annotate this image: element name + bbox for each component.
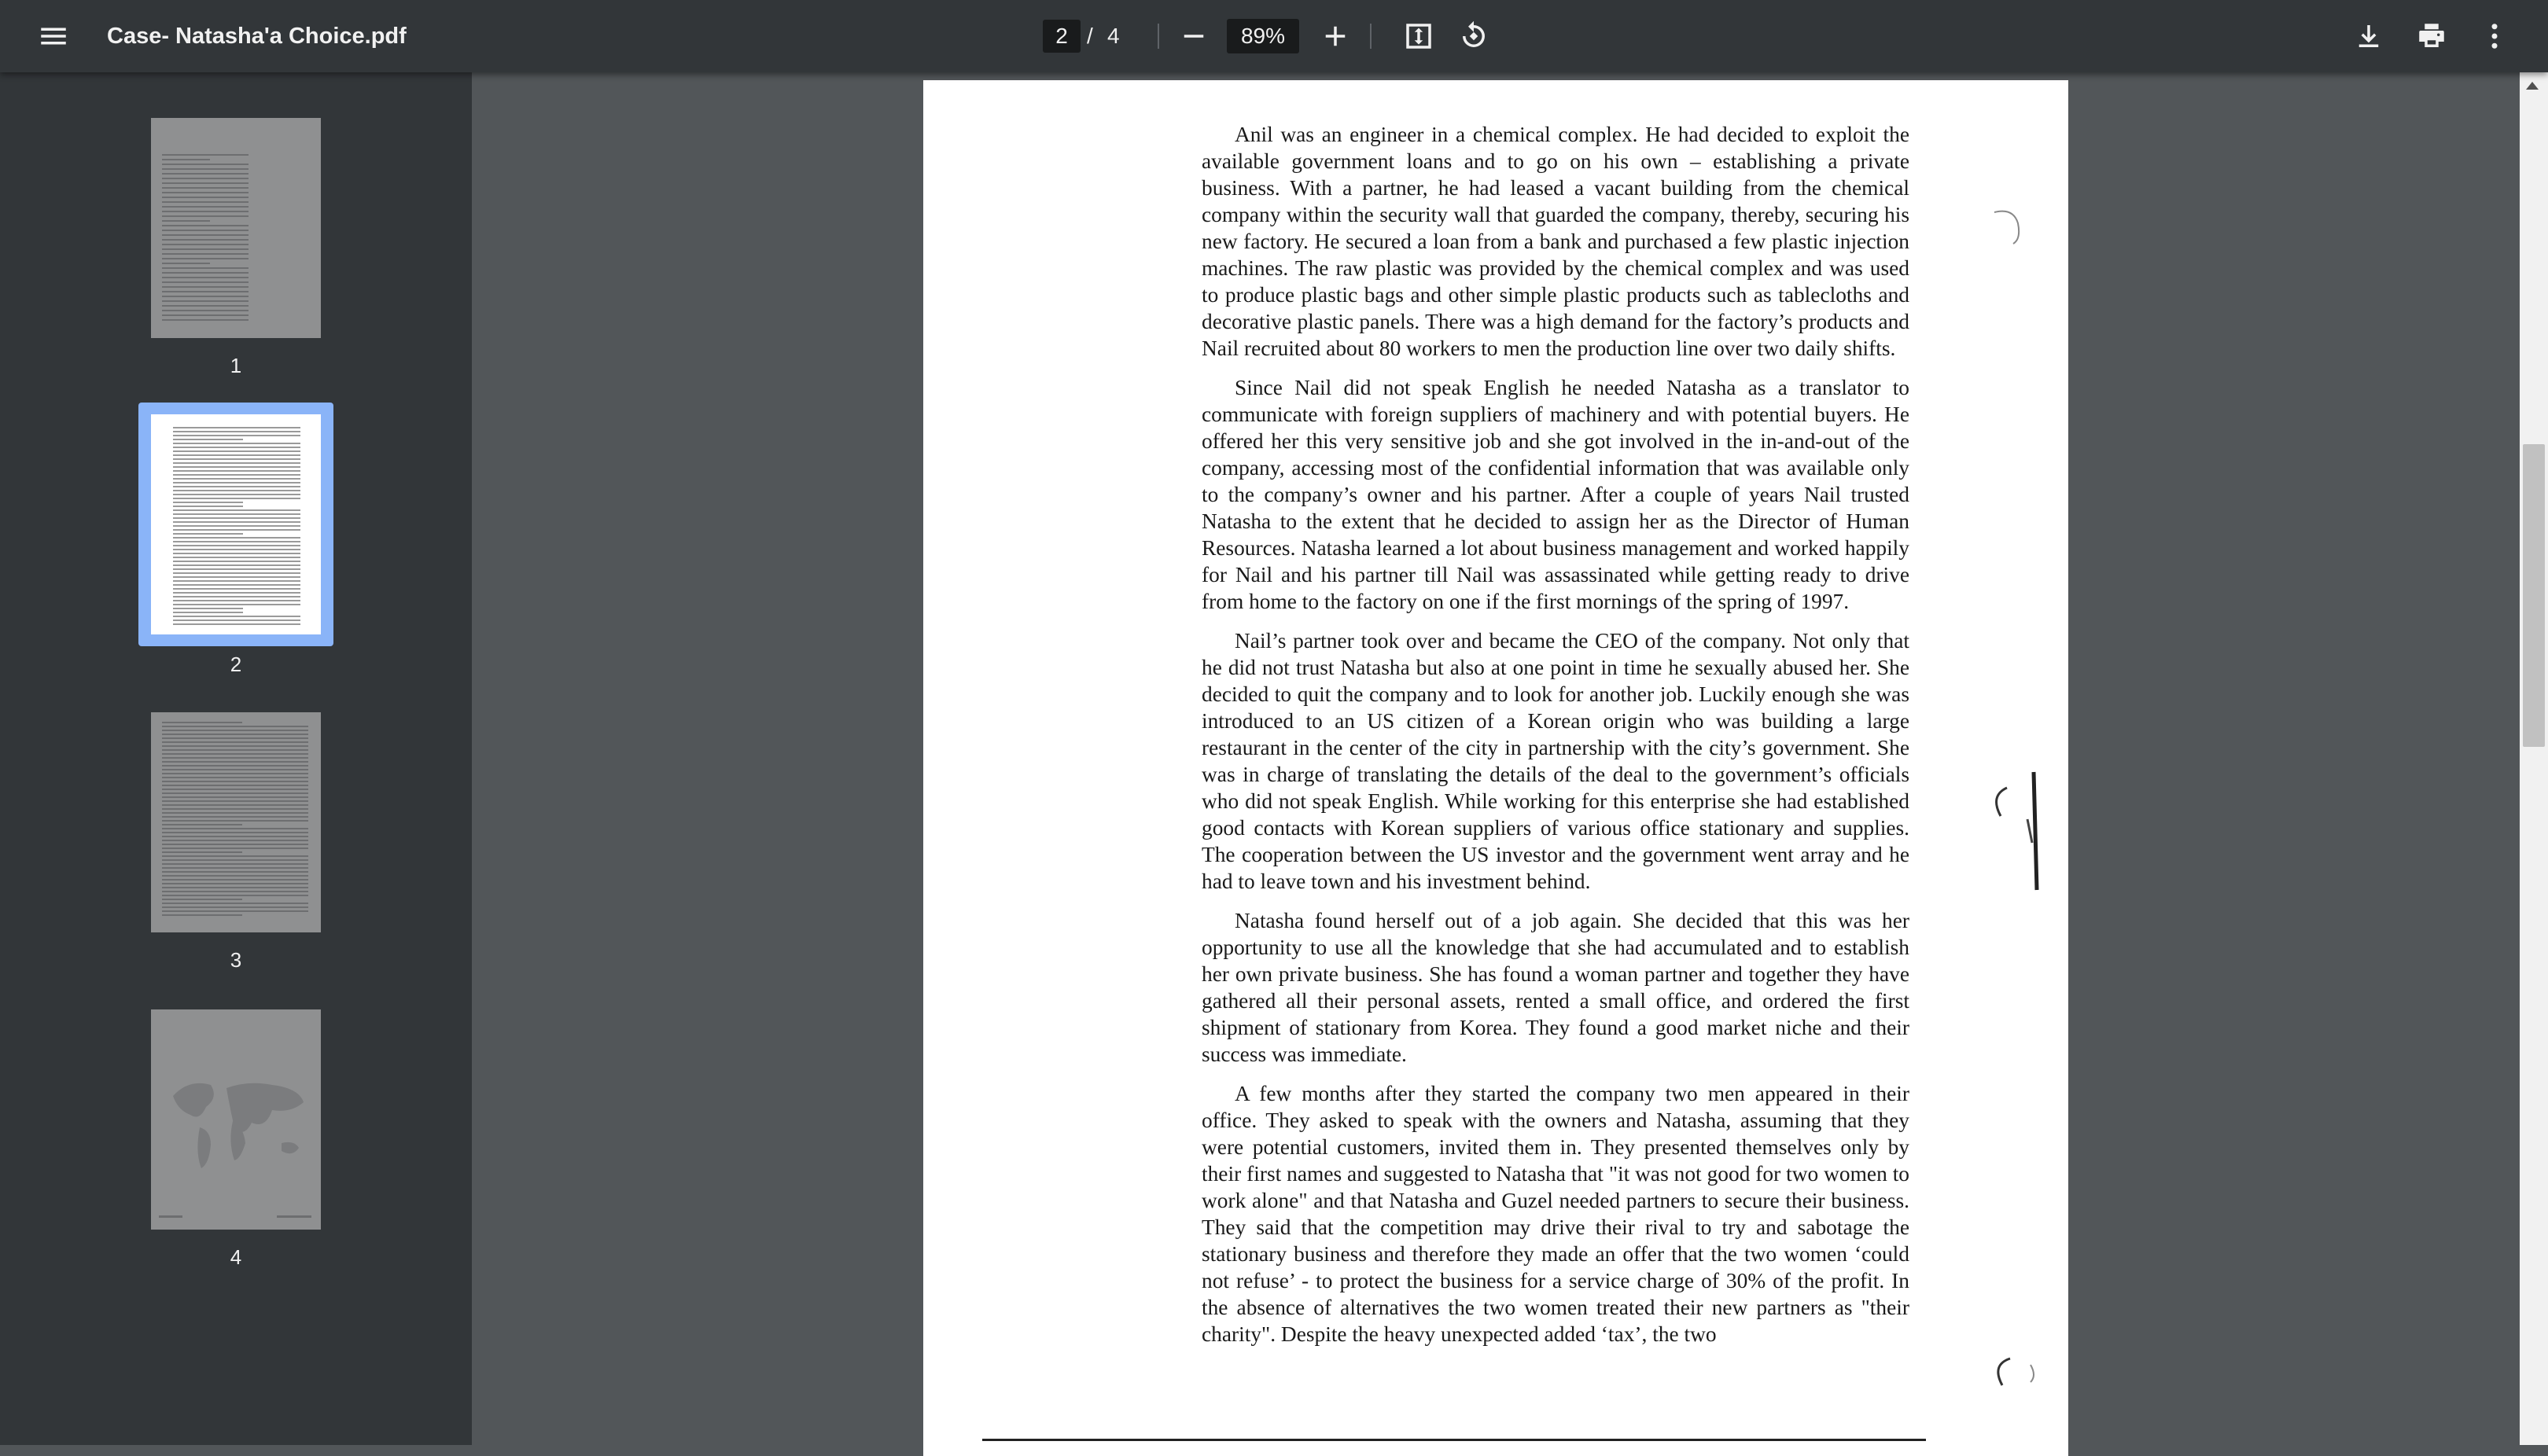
thumbnail-text-line <box>162 761 308 763</box>
thumbnail-text-line <box>162 314 249 316</box>
thumbnail-text-line <box>162 867 308 869</box>
thumbnail-text-line <box>162 753 308 755</box>
thumbnail-text-line <box>173 486 300 487</box>
thumbnail-text-line <box>162 816 308 818</box>
pdf-toolbar <box>0 0 2548 72</box>
thumbnail-text-line <box>162 812 308 814</box>
thumbnail-text-line <box>162 903 308 904</box>
thumbnail-text-line <box>173 450 300 452</box>
thumbnail-text-line <box>173 572 300 574</box>
pdf-page <box>923 80 2068 1456</box>
current-page-input[interactable]: 2 <box>1043 20 1081 53</box>
thumbnail-text-line <box>162 737 308 739</box>
thumbnail-text-line <box>173 596 300 597</box>
page-thumbnail-image[interactable] <box>151 414 321 634</box>
print-icon[interactable] <box>2405 9 2458 63</box>
thumbnail-text-line <box>173 458 300 460</box>
thumbnail-text-line <box>162 159 210 160</box>
thumbnail-text-line <box>173 494 300 495</box>
thumbnail-text-line <box>162 215 249 217</box>
thumbnail-text-line <box>162 745 308 747</box>
thumbnail-text-line <box>173 447 300 448</box>
thumbnail-text-line <box>162 234 249 236</box>
thumbnail-text-line <box>173 588 300 590</box>
scan-artifact <box>982 1439 1926 1441</box>
thumbnail-text-line <box>173 435 300 436</box>
paragraph: Since Nail did not speak English he needed Natasha as a translator to communicate with foreign suppliers of machinery and with potential buyers. He offered her this very sensitive job and she got involved in the in-and-out of the company, accessing most of the confidential information that was available only to the company’s owner and his partner. After a couple of years Nail trusted Natasha to the extent that he decided to assign her as the Director of Human Resources. Natasha learned a lot about business management and worked happily for Nail and his partner till Nail was assassinated while getting ready to drive from home to the factory on one if the first mornings of the spring of 1997. <box>1202 376 1909 613</box>
thumbnail-text-line <box>173 545 300 546</box>
thumbnail-text-line <box>173 466 300 468</box>
thumbnail-text-line <box>162 883 308 884</box>
thumbnail-text-line <box>162 832 308 833</box>
thumbnail-text-line <box>162 220 210 222</box>
page-separator: / <box>1087 24 1093 48</box>
thumbnail-text-line <box>162 840 308 841</box>
thumbnail-text-line <box>162 296 249 297</box>
thumbnail-text-line <box>173 564 300 566</box>
download-icon[interactable] <box>2342 9 2395 63</box>
thumbnail-text-line <box>162 789 308 790</box>
scan-artifact <box>1985 756 2048 898</box>
thumbnail-text-line <box>173 474 300 476</box>
thumbnail-text-line <box>173 517 300 519</box>
thumbnail-text-line <box>162 800 308 802</box>
thumbnail-text-line <box>173 580 300 582</box>
thumbnail-text-line <box>173 533 243 535</box>
thumbnail-text-line <box>173 620 300 621</box>
thumbnail-text-line <box>173 592 300 594</box>
thumbnail-text-line <box>173 502 243 503</box>
thumbnail-number: 4 <box>230 1245 242 1269</box>
page-text <box>1202 121 1909 1360</box>
thumbnail-text-line <box>162 851 242 853</box>
thumbnail-text-line <box>162 844 308 845</box>
thumbnail-text-line <box>162 182 249 184</box>
thumbnail-text-line <box>173 462 300 464</box>
thumbnail-text-line <box>173 623 300 625</box>
thumbnail-text-line <box>162 792 308 794</box>
scan-artifact <box>1986 197 2034 252</box>
thumbnail-text-line <box>162 281 249 283</box>
thumbnail-text-line <box>162 225 249 226</box>
paragraph: Nail’s partner took over and became the CEO of the company. Not only that he did not trust Natasha but also at one point in time he sexually abused her. She decided to quit the company and to look for another job. Luckily enough she was introduced to an US citizen of a Korean origin who was building a large restaurant in the center of the city in partnership with the city’s government. She was in charge of translating the details of the deal to the government’s officials who did not speak English. While working for this enterprise she had established good contacts with Korean suppliers of various office stationary and supplies. The cooperation between the US investor and the government went array and he had to leave town and his investment behind. <box>1202 629 1909 893</box>
thumbnail-text-line <box>162 272 249 274</box>
thumbnail-text-line <box>162 305 249 307</box>
fit-to-page-icon[interactable] <box>1392 9 1445 63</box>
thumbnail-text-line <box>162 847 308 849</box>
thumbnail-text-line <box>173 470 300 472</box>
thumbnail-text-line <box>162 871 308 873</box>
zoom-level-input[interactable]: 89% <box>1227 19 1299 53</box>
thumbnail-text-line <box>162 828 308 829</box>
thumbnail-text-line <box>162 192 249 193</box>
thumbnail-text-line <box>173 616 300 617</box>
thumbnail-text-line <box>162 726 308 727</box>
thumbnail-text-line <box>162 906 308 908</box>
thumbnail-text-line <box>162 201 249 203</box>
thumbnail-text-line <box>173 529 300 531</box>
thumbnail-text-line <box>162 859 308 861</box>
thumbnail-sidebar <box>0 72 472 1445</box>
thumbnail-text-line <box>162 206 249 208</box>
thumbnail-text-line <box>162 785 308 786</box>
total-pages: 4 <box>1107 24 1120 48</box>
thumbnail-text-line <box>162 796 308 798</box>
thumbnail-text-line <box>162 855 308 857</box>
thumbnail-text-line <box>162 914 242 916</box>
thumbnail-text-line <box>162 197 249 198</box>
thumbnail-text-line <box>173 600 300 601</box>
paragraph: A few months after they started the company two men appeared in their office. They asked to speak with the owners and Natasha, assuming that they were potential customers, invited them in. They presented themselves only by their first names and suggested to Natasha that "it was not good for two women to work alone" and that Natasha and Guzel needed partners to secure their business. They said that the competition may drive their rival to try and sabotage the stationary business and therefore they made an offer that the two women ‘could not refuse’ - to protect the business for a service charge of 30% of the profit. In the absence of alternatives the two women treated their new partners as "their charity". Despite the heavy unexpected added ‘tax’, the two <box>1202 1082 1909 1346</box>
page-thumbnail-image[interactable] <box>151 1009 321 1230</box>
scrollbar-thumb[interactable] <box>2523 444 2545 747</box>
thumbnail-text-line <box>162 741 308 743</box>
zoom-out-icon[interactable] <box>1167 9 1221 63</box>
thumbnail-number: 1 <box>230 354 242 377</box>
thumbnail-text-line <box>162 781 308 782</box>
thumbnail-text-line <box>162 804 308 806</box>
thumbnail-text-line <box>173 509 300 511</box>
thumbnail-text-line <box>162 895 308 896</box>
thumbnail-text-line <box>173 443 300 444</box>
more-options-icon[interactable] <box>2468 9 2521 63</box>
thumbnail-text-line <box>173 584 300 586</box>
thumbnail-text-line <box>162 253 249 255</box>
scan-artifact <box>1986 1351 2042 1398</box>
thumbnail-number: 2 <box>230 653 242 676</box>
thumbnail-text-line <box>162 824 242 825</box>
thumbnail-text-line <box>162 244 249 245</box>
paragraph: Anil was an engineer in a chemical complex. He had decided to exploit the available government loans and to go on his own – establishing a private business. With a partner, he had leased a vacant building from the chemical company within the security wall that guarded the company, thereby, securing his new factory. He secured a loan from a bank and purchased a few plastic injection machines. The raw plastic was provided by the chemical complex and was used to produce plastic bags and other simple plastic products such as tablecloths and decorative plastic panels. There was a high demand for the factory’s products and Nail recruited about 80 workers to men the production line over two daily shifts. <box>1202 123 1909 360</box>
thumbnail-text-line <box>173 525 300 527</box>
thumbnail-text-line <box>162 310 249 311</box>
rotate-icon[interactable] <box>1447 9 1500 63</box>
thumbnail-text-line <box>173 427 300 428</box>
thumbnail-text-line <box>162 820 308 822</box>
thumbnail-text-line <box>173 568 300 570</box>
document-title: Case- Natasha'a Choice.pdf <box>107 24 407 49</box>
thumbnail-text-line <box>162 300 249 302</box>
thumbnail-text-line <box>162 230 249 231</box>
thumbnail-text-line <box>162 749 308 751</box>
toolbar-divider <box>1370 24 1372 49</box>
zoom-in-icon[interactable] <box>1309 9 1362 63</box>
thumbnail-text-line <box>162 258 249 259</box>
thumbnail-text-line <box>162 875 308 877</box>
page-thumbnail-image[interactable] <box>151 712 321 932</box>
thumbnail-text-line <box>162 267 249 269</box>
thumbnail-text-line <box>162 765 308 767</box>
thumbnail-text-line <box>173 541 300 542</box>
thumbnail-text-line <box>173 439 243 440</box>
thumbnail-text-line <box>173 513 300 515</box>
thumbnail-text-line <box>162 277 249 278</box>
thumbnail-text-line <box>173 576 300 578</box>
thumbnail-text-line <box>162 887 308 888</box>
thumbnail-text-line <box>162 211 249 212</box>
thumbnail-text-line <box>162 891 308 892</box>
thumbnail-text-line <box>173 549 300 550</box>
thumbnail-text-line <box>162 879 308 881</box>
thumbnail-text-line <box>173 608 243 609</box>
thumbnail-text-line <box>162 757 308 759</box>
thumbnail-text-line <box>162 808 308 810</box>
thumbnail-text-line <box>162 164 249 165</box>
thumbnail-text-line <box>173 561 300 562</box>
thumbnail-text-line <box>162 187 249 189</box>
thumbnail-text-line <box>173 498 300 499</box>
page-thumbnail-image[interactable] <box>151 118 321 338</box>
hamburger-menu-icon[interactable] <box>27 9 80 63</box>
thumbnail-text-line <box>162 178 249 179</box>
thumbnail-text-line <box>162 168 249 170</box>
vertical-scrollbar[interactable] <box>2520 72 2548 1445</box>
thumbnail-text-line <box>162 734 308 735</box>
thumbnail-text-line <box>173 553 300 554</box>
toolbar-divider <box>1158 24 1159 49</box>
thumbnail-text-line <box>173 557 300 558</box>
thumbnail-text-line <box>173 478 300 480</box>
thumbnail-text-line <box>173 537 300 539</box>
thumbnail-text-line <box>162 899 242 900</box>
thumbnail-text-line <box>162 910 308 912</box>
thumbnail-text-line <box>173 490 300 491</box>
thumbnail-text-line <box>173 506 243 507</box>
thumbnail-text-line <box>173 604 300 605</box>
thumbnail-text-line <box>162 777 308 778</box>
thumbnail-number: 3 <box>230 948 242 972</box>
thumbnail-text-line <box>162 319 249 321</box>
thumbnail-text-line <box>162 730 308 731</box>
paragraph: Natasha found herself out of a job again. She decided that this was her opportunity to use all the knowledge that she had accumulated and to establish her own private business. She has found a woman partner and together they have gathered all their personal assets, rented a small office, and ordered the first shipment of stationary from Korea. They found a good market niche and their success was immediate. <box>1202 909 1909 1066</box>
thumbnail-text-line <box>173 612 243 613</box>
thumbnail-text-line <box>173 454 300 456</box>
thumbnail-text-line <box>162 291 249 292</box>
thumbnail-text-line <box>162 154 249 156</box>
world-map-graphic <box>151 1009 321 1230</box>
thumbnail-text-line <box>162 239 249 241</box>
thumbnail-text-line <box>162 173 249 175</box>
thumbnail-text-line <box>162 263 210 264</box>
thumbnail-text-line <box>162 248 249 250</box>
thumbnail-text-line <box>162 286 249 288</box>
thumbnail-text-line <box>162 863 308 865</box>
thumbnail-text-line <box>173 521 300 523</box>
thumbnail-text-line <box>173 482 300 483</box>
scroll-up-arrow-icon[interactable] <box>2526 82 2539 90</box>
thumbnail-text-line <box>162 773 308 774</box>
thumbnail-text-line <box>162 722 242 723</box>
thumbnail-text-line <box>173 431 300 432</box>
thumbnail-text-line <box>162 769 308 770</box>
thumbnail-text-line <box>162 836 308 837</box>
